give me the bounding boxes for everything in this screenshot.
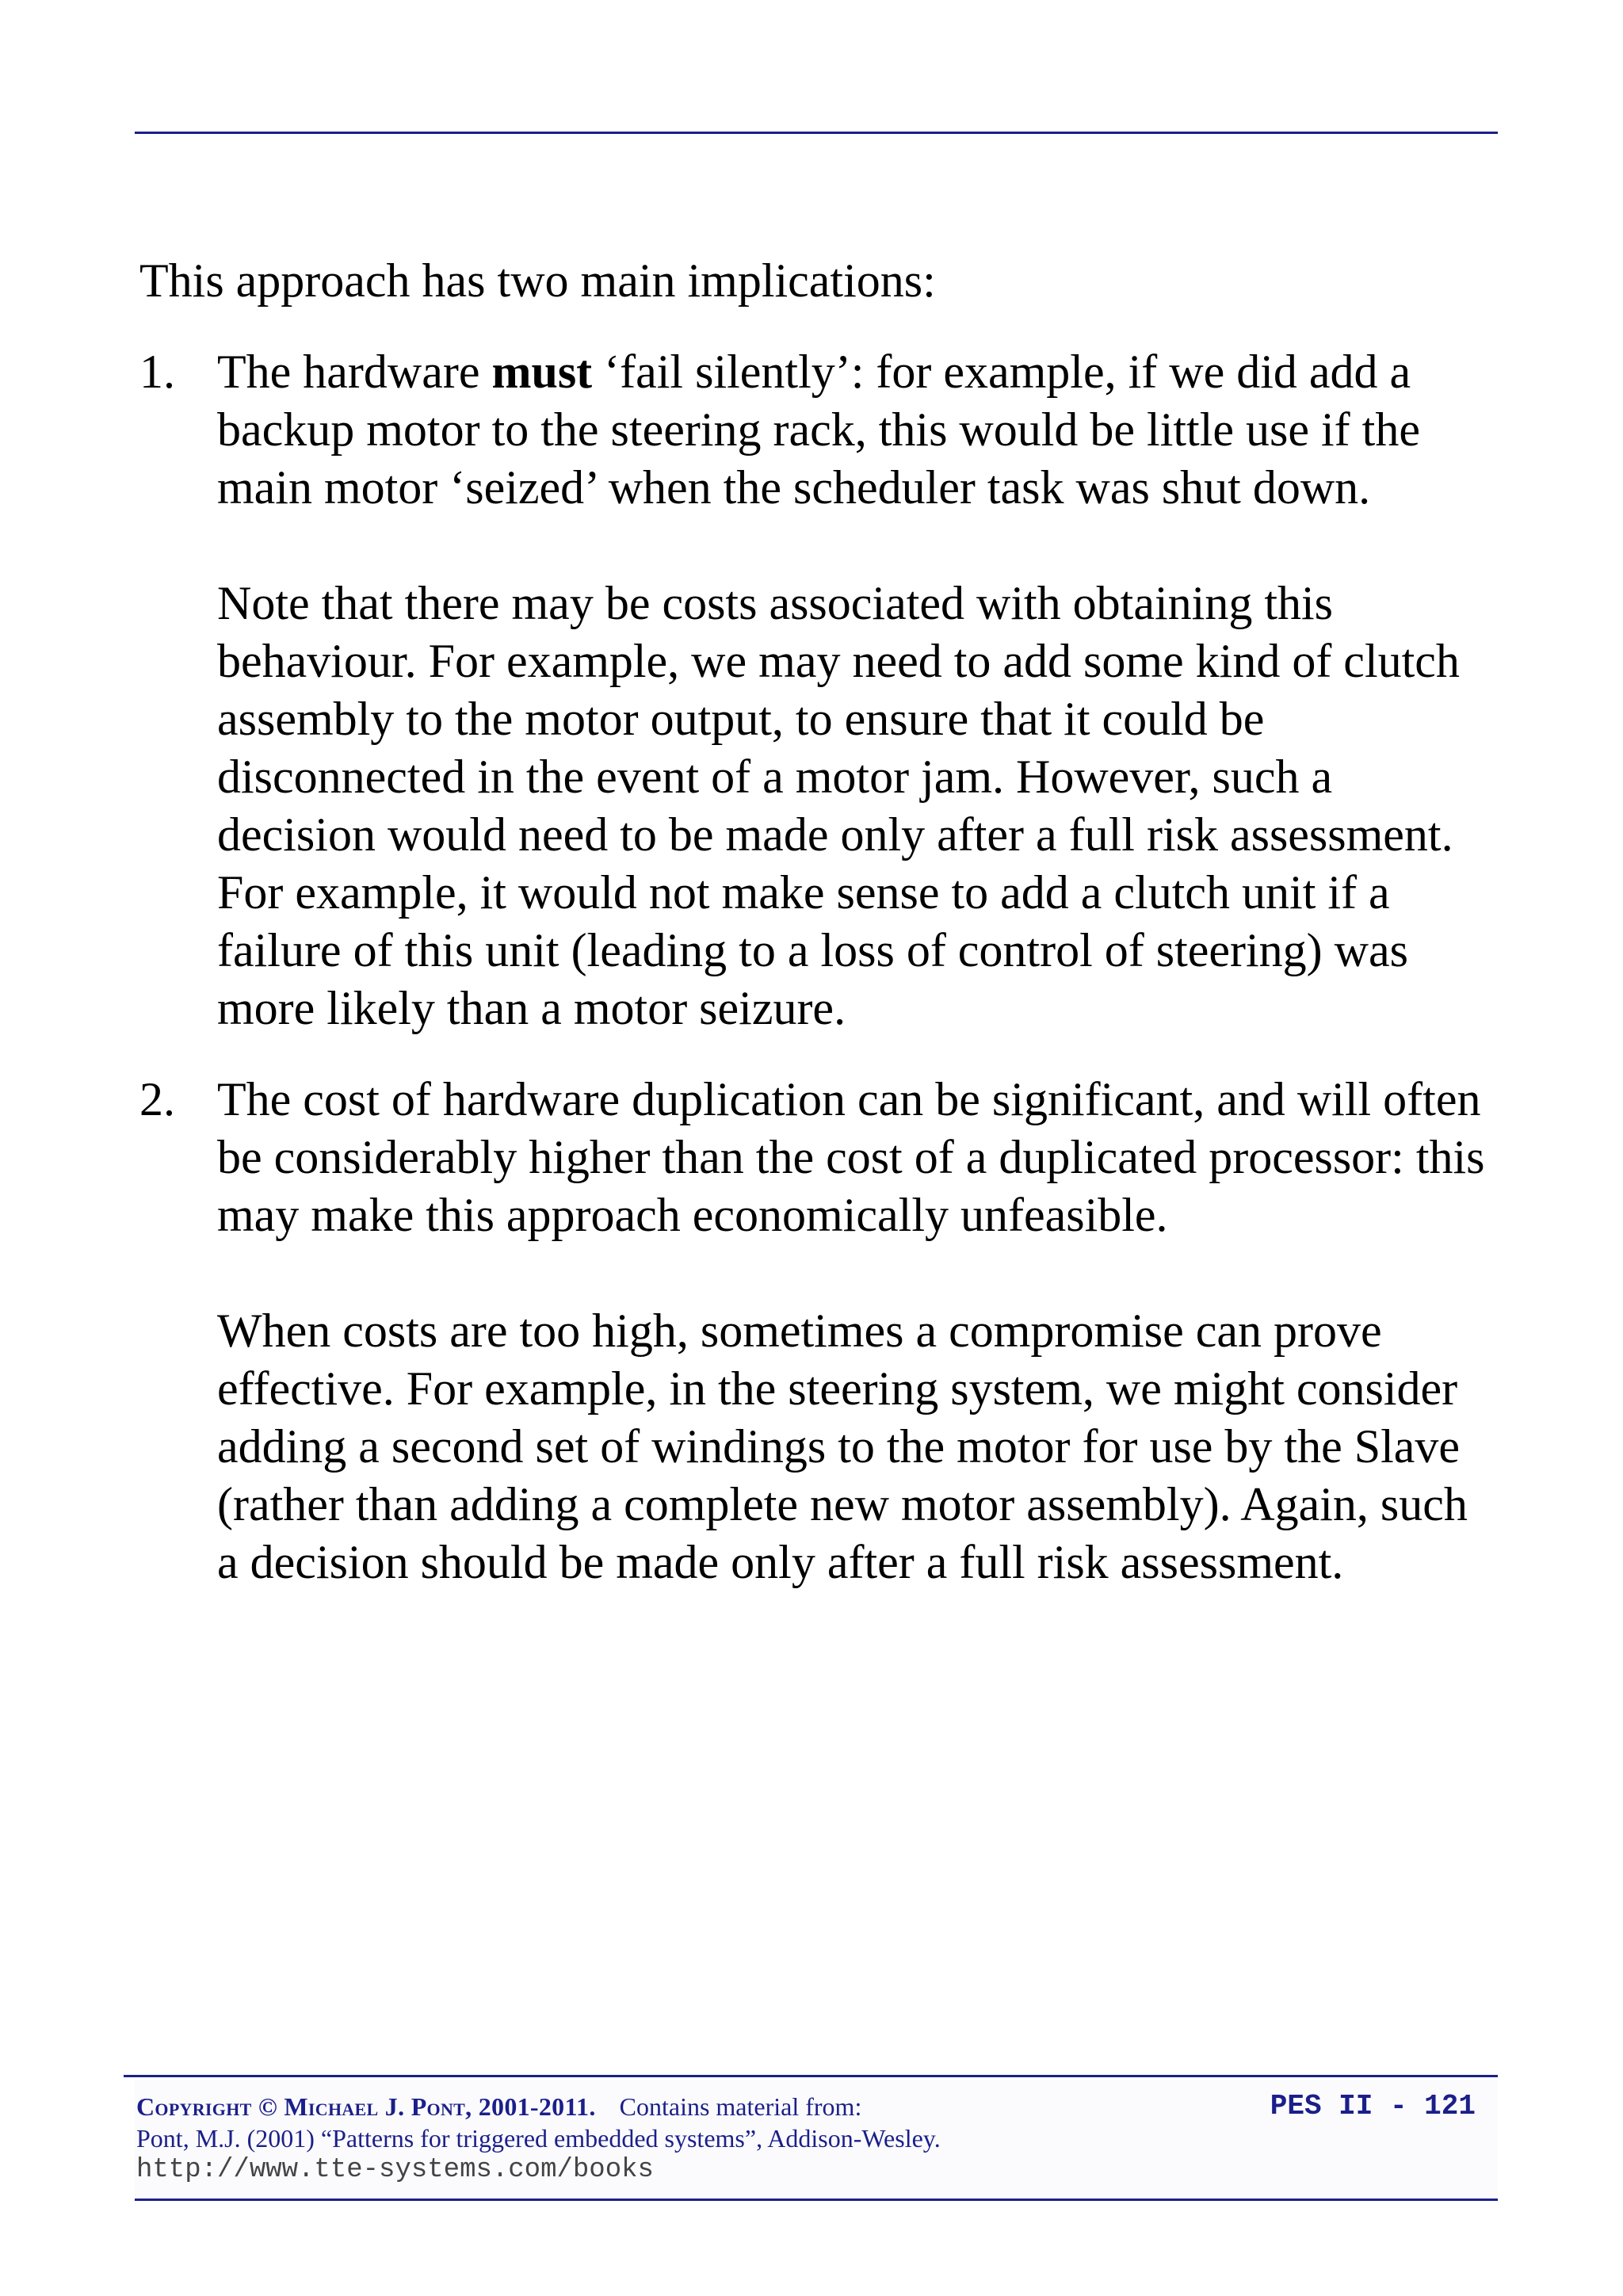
intro-text: This approach has two main implications: (139, 254, 936, 307)
list-number: 2. (139, 1073, 175, 1125)
list-item (139, 1071, 1487, 1591)
item-note-paragraph: When costs are too high, sometimes a compromise can prove effective. For example, in the steering system, we might consider adding a second set of windings to the motor for use by the Slave (rather than adding a complete new motor assembly). Again, such a decision should be made only after a full risk assessment. (217, 1305, 1468, 1588)
footer-bottom-rule (135, 2199, 1498, 2201)
implications-list (139, 343, 1487, 1591)
text-segment: The hardware (217, 346, 492, 398)
list-number: 1. (139, 346, 175, 398)
page-footer (136, 2091, 1491, 2186)
reference-text: Pont, M.J. (2001) “Patterns for triggered embedded systems”, Addison-Wesley. (136, 2124, 941, 2153)
website-link[interactable]: http://www.tte-systems.com/books (136, 2155, 654, 2185)
item-paragraph (217, 343, 1487, 517)
copyright-text: Copyright © Michael J. Pont, 2001-2011. (136, 2092, 596, 2121)
page-body (139, 252, 1487, 1625)
text-segment: ‘fail silently’: for example, if we did add a backup motor to the steering rack, this would be little use if the main motor ‘seized’ when the scheduler task was shut down. (217, 346, 1420, 514)
footer-top-rule (124, 2075, 1498, 2077)
emphasis-text: must (491, 346, 593, 398)
header-rule (135, 132, 1498, 134)
list-item-body (217, 1071, 1487, 1591)
page-number: PES II - 121 (1270, 2090, 1476, 2122)
item-note-paragraph: Note that there may be costs associated with obtaining this behaviour. For example, we may need to add some kind of clutch assembly to the motor output, to ensure that it could be disconnected in the event of a motor jam. However, such a decision would need to be made only after a full risk assessment. For example, it would not make sense to add a clutch unit if a failure of this unit (leading to a loss of control of steering) was more likely than a motor seizure. (217, 577, 1460, 1034)
list-item-body (217, 343, 1487, 1037)
material-note: Contains material from: (619, 2092, 862, 2121)
item-paragraph: The cost of hardware duplication can be significant, and will often be considerably higher than the cost of a duplicated processor: this may make this approach economically unfeasible. (217, 1073, 1485, 1241)
footer-line (136, 2091, 1491, 2122)
list-item (139, 343, 1487, 1037)
